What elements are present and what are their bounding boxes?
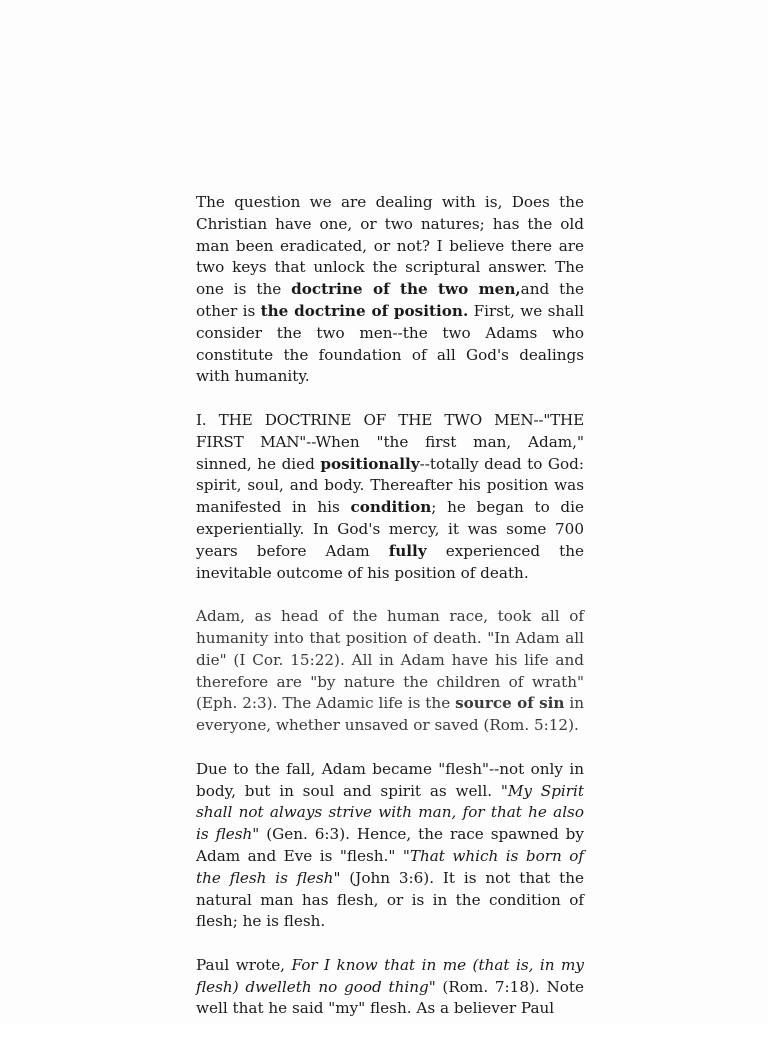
text-run: (John 3:6). It is not that the natural man has flesh, or is in the condition of flesh; he is flesh. <box>196 868 585 931</box>
quote-gen: "My Spirit shall not always strive with man, for that he also is flesh" <box>196 781 584 844</box>
emphasis-condition: condition <box>350 498 432 517</box>
text-run: ; he began to die experientially. In God's mercy, it was some 700 years before Adam <box>196 498 585 560</box>
paragraph-section-one <box>196 410 584 584</box>
emphasis-source-of-sin: source of sin <box>455 694 565 713</box>
emphasis-position: the doctrine of position. <box>260 301 469 320</box>
section-heading: I. THE DOCTRINE OF THE TWO MEN--"THE FIRST MAN" <box>196 410 584 451</box>
emphasis-two-men: doctrine of the two men, <box>291 280 521 299</box>
text-run: --When "the first man, Adam," sinned, he died <box>196 432 584 473</box>
text-run: Due to the fall, Adam became "flesh"--not only in body, but in soul and spirit as well. <box>196 759 584 800</box>
body-text <box>196 192 584 1042</box>
text-run: and the other is <box>196 280 584 320</box>
quote-rom: For I know that in me (that is, in my flesh) dwelleth no good thing" <box>196 955 584 996</box>
text-run: --totally dead to God: spirit, soul, and body. Thereafter his position was manifested in his <box>196 454 585 517</box>
text-run: Paul wrote, <box>196 955 292 974</box>
text-run: (Gen. 6:3). Hence, the race spawned by Adam and Eve is "flesh." <box>196 825 584 865</box>
text-run: Adam, as head of the human race, took all of humanity into that position of death. "In Adam all die" (I Cor. 15:22). All in Adam have his life and therefore are "by nature the children of wrath" (Eph. 2:3). The Adamic life is the <box>196 607 584 713</box>
emphasis-fully: fully <box>388 541 427 560</box>
text-run: in everyone, whether unsaved or saved (Rom. 5:12). <box>196 694 585 735</box>
text-run: First, we shall consider the two men--the two Adams who constitute the foundation of all God's dealings with humanity. <box>196 301 584 386</box>
emphasis-positionally: positionally <box>320 454 420 473</box>
paragraph-adam-head <box>196 606 584 737</box>
paragraph-flesh <box>196 759 584 933</box>
paragraph-paul <box>196 955 584 1020</box>
text-run: experienced the inevitable outcome of his position of death. <box>196 541 584 582</box>
text-run: (Rom. 7:18). Note well that he said "my" flesh. As a believer Paul <box>196 977 584 1018</box>
paragraph-intro <box>196 192 584 388</box>
text-run: The question we are dealing with is, Does the Christian have one, or two natures; has the old man been eradicated, or not? I believe there are two keys that unlock the scriptural answer. The one is the <box>196 193 584 299</box>
quote-john: "That which is born of the flesh is flesh" <box>196 846 584 887</box>
